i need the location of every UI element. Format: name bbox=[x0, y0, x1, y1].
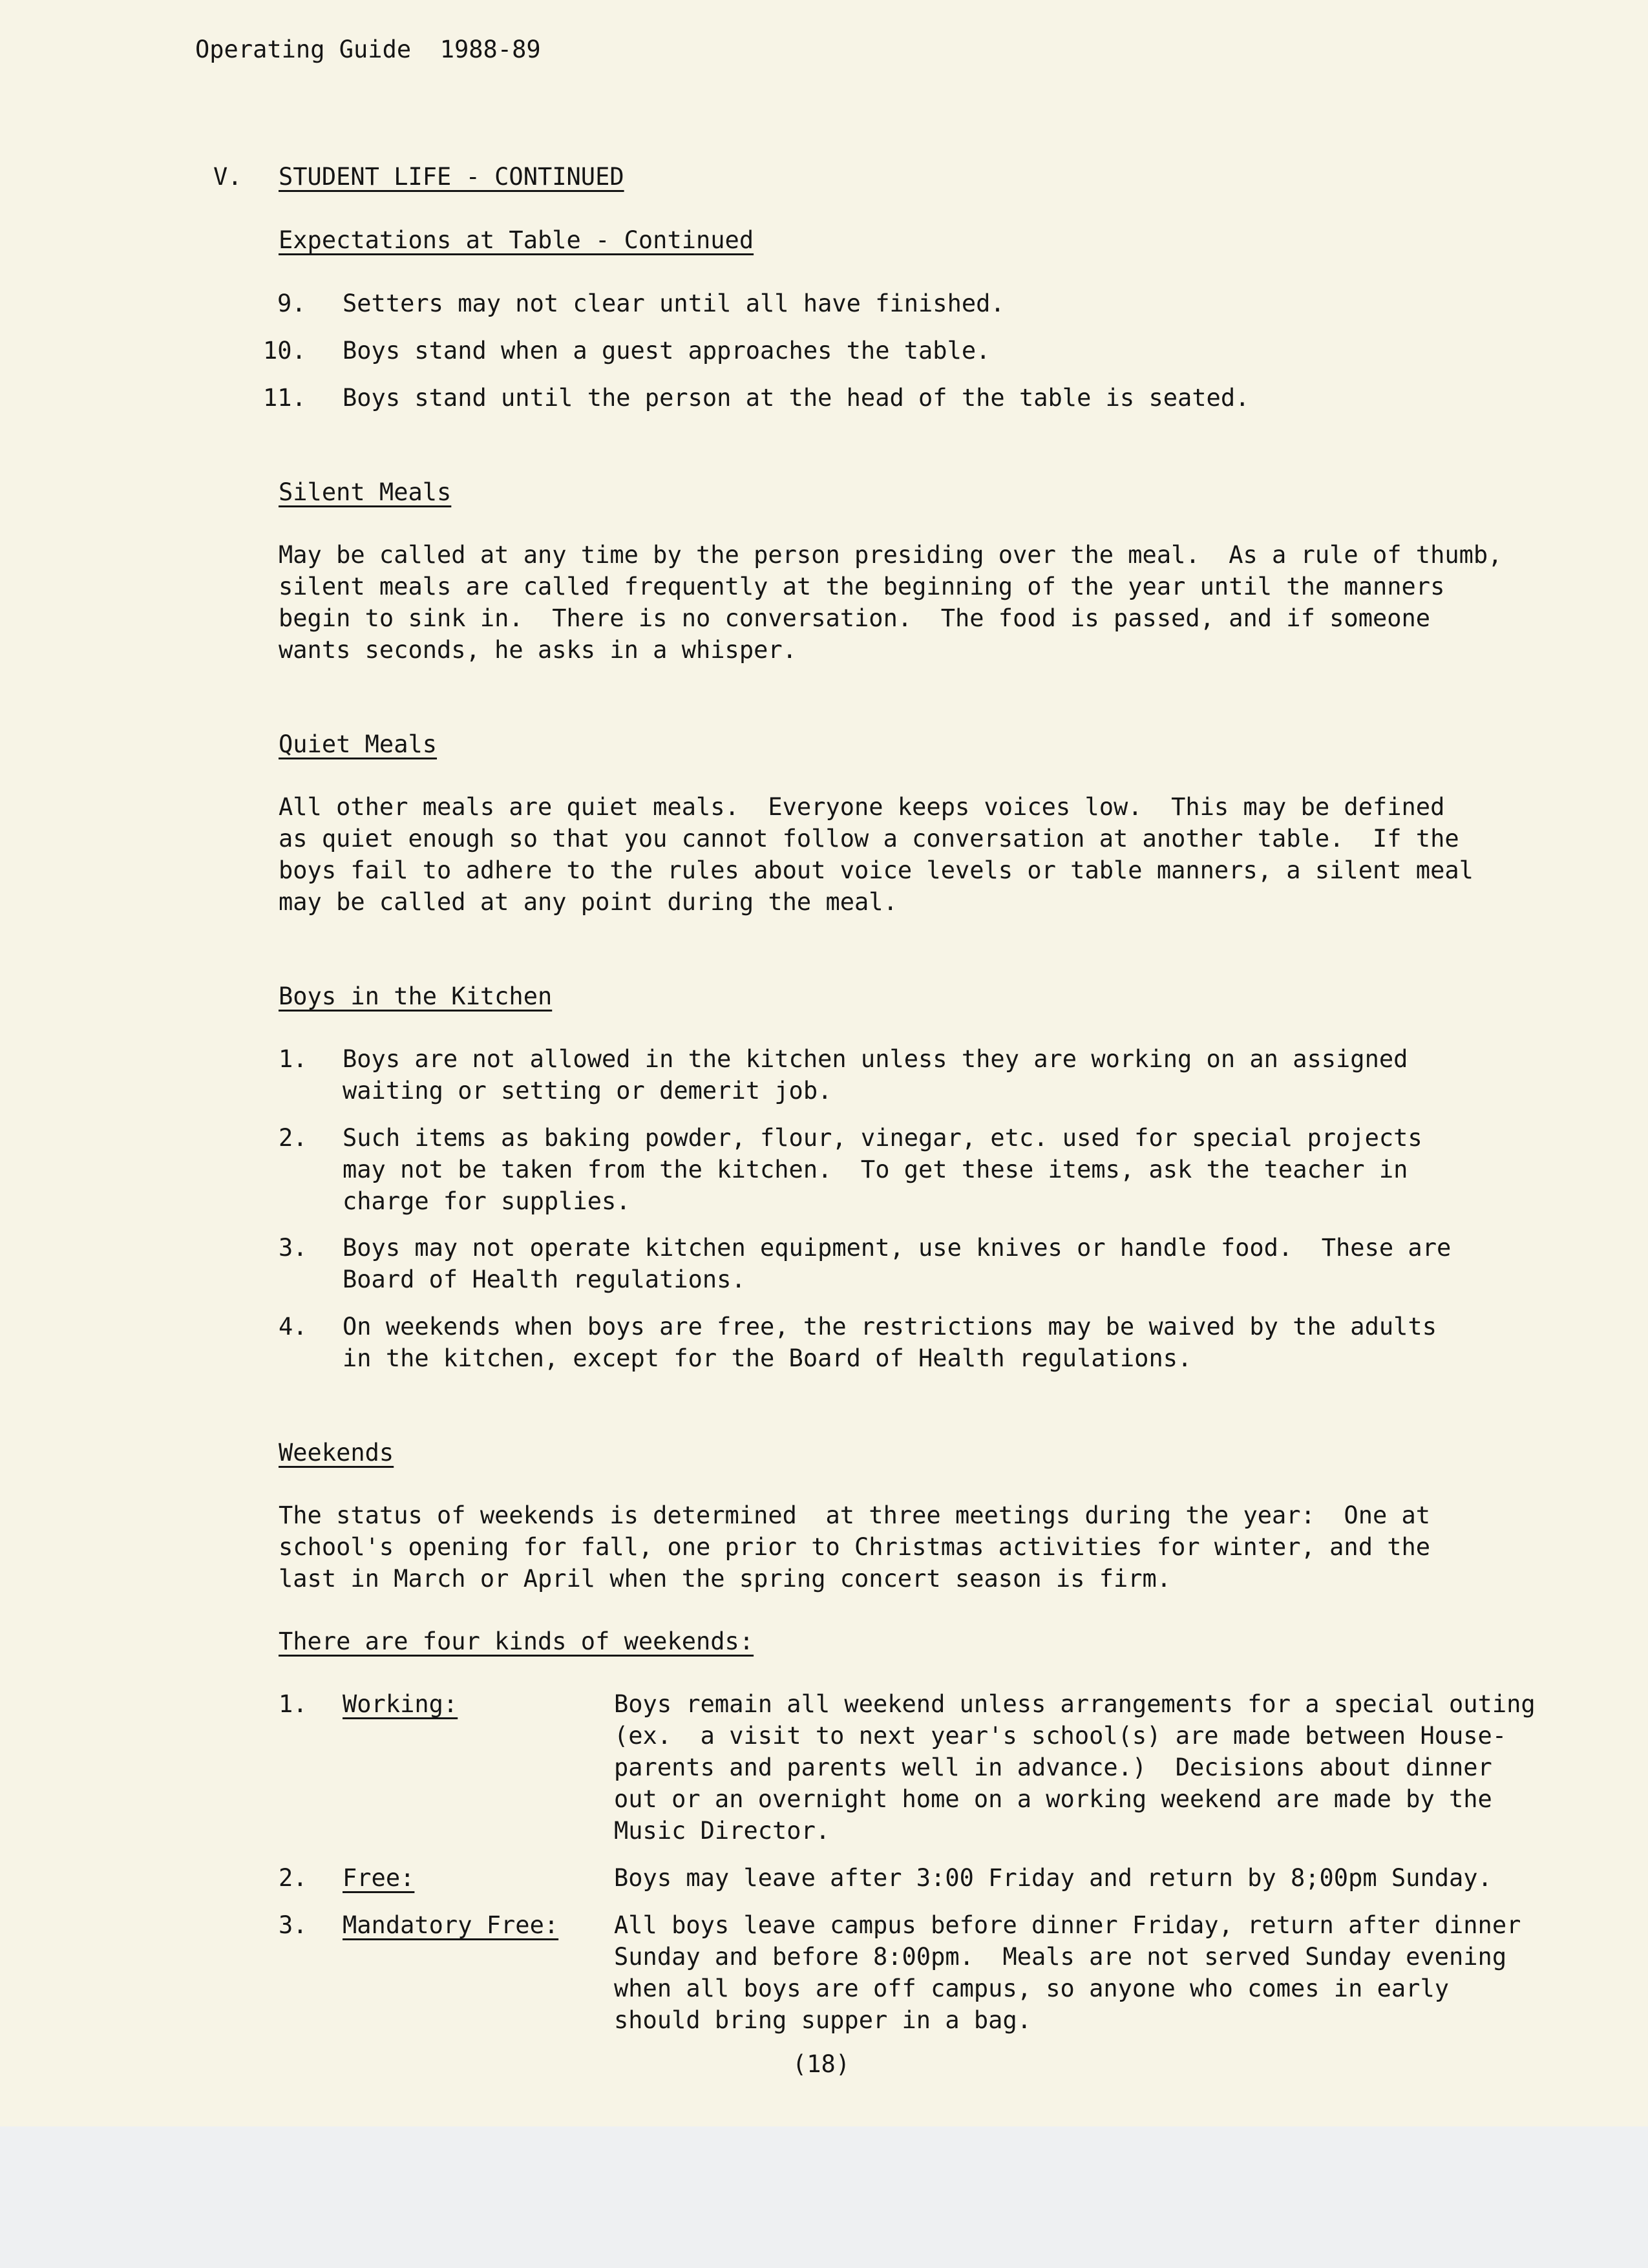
list-item-text: Boys stand when a guest approaches the table. bbox=[343, 337, 991, 365]
list-item-number: 3. bbox=[279, 1234, 308, 1262]
list-item-number: 3. bbox=[279, 1911, 308, 1939]
list-item-text: Boys are not allowed in the kitchen unless they are working on an assigned waiting or setting or demerit job. bbox=[343, 1045, 1408, 1105]
expectations-heading: Expectations at Table - Continued bbox=[279, 226, 754, 254]
list-item-number: 10. bbox=[263, 337, 306, 365]
list-item-text: Such items as baking powder, flour, vinegar, etc. used for special projects may not be taken from the kitchen. To get these items, ask the teacher in charge for supplies. bbox=[343, 1124, 1422, 1215]
list-item-text: Setters may not clear until all have finished. bbox=[343, 290, 1005, 317]
weekend-kind-label: Working: bbox=[343, 1690, 458, 1718]
list-item-number: 1. bbox=[279, 1690, 308, 1718]
list-item-text: On weekends when boys are free, the restrictions may be waived by the adults in the kitchen, except for the Board of Health regulations. bbox=[343, 1313, 1437, 1372]
quiet-meals-heading: Quiet Meals bbox=[279, 730, 438, 758]
list-item-number: 4. bbox=[279, 1313, 308, 1341]
weekends-heading: Weekends bbox=[279, 1439, 394, 1467]
weekend-kind-label: Mandatory Free: bbox=[343, 1911, 559, 1939]
weekend-kind-description: All boys leave campus before dinner Friday, return after dinner Sunday and before 8:00pm. Meals are not served Sunday evening when all boys are off campus, so anyone who comes in early should bring supper in a bag. bbox=[614, 1911, 1521, 2034]
weekend-kind-description: Boys remain all weekend unless arrangements for a special outing (ex. a visit to next year's school(s) are made between House- parents and parents well in advance.) Decisions about dinner out or an overnight home on a working weekend are made by the Music Director. bbox=[614, 1690, 1536, 1845]
weekend-kind-label: Free: bbox=[343, 1864, 415, 1892]
weekend-kinds-heading: There are four kinds of weekends: bbox=[279, 1627, 754, 1655]
section-title: STUDENT LIFE - CONTINUED bbox=[279, 163, 624, 191]
list-item-text: Boys stand until the person at the head of the table is seated. bbox=[343, 384, 1250, 412]
scan-margin bbox=[0, 2126, 1648, 2268]
list-item-text: Boys may not operate kitchen equipment, use knives or handle food. These are Board of Health regulations. bbox=[343, 1234, 1452, 1293]
list-item-number: 2. bbox=[279, 1864, 308, 1892]
silent-meals-paragraph: May be called at any time by the person presiding over the meal. As a rule of thumb, silent meals are called frequently at the beginning of the year until the manners begin to sink in. There is no conversation. The food is passed, and if someone wants seconds, he asks in a whisper. bbox=[279, 541, 1503, 664]
list-item-number: 2. bbox=[279, 1124, 308, 1152]
kitchen-heading: Boys in the Kitchen bbox=[279, 982, 553, 1010]
list-item-number: 1. bbox=[279, 1045, 308, 1073]
list-item-number: 9. bbox=[277, 290, 306, 317]
section-numeral: V. bbox=[213, 163, 242, 191]
page-number: (18) bbox=[792, 2050, 850, 2078]
silent-meals-heading: Silent Meals bbox=[279, 478, 452, 506]
weekends-paragraph: The status of weekends is determined at three meetings during the year: One at school's opening for fall, one prior to Christmas activities for winter, and the last in March or April when the spring concert season is firm. bbox=[279, 1501, 1431, 1593]
list-item-number: 11. bbox=[263, 384, 306, 412]
running-header: Operating Guide 1988-89 bbox=[195, 36, 541, 63]
weekend-kind-description: Boys may leave after 3:00 Friday and return by 8;00pm Sunday. bbox=[614, 1864, 1492, 1892]
quiet-meals-paragraph: All other meals are quiet meals. Everyone keeps voices low. This may be defined as quiet enough so that you cannot follow a conversation at another table. If the boys fail to adhere to the rules about voice levels or table manners, a silent meal may be called at any point during the meal. bbox=[279, 793, 1474, 916]
